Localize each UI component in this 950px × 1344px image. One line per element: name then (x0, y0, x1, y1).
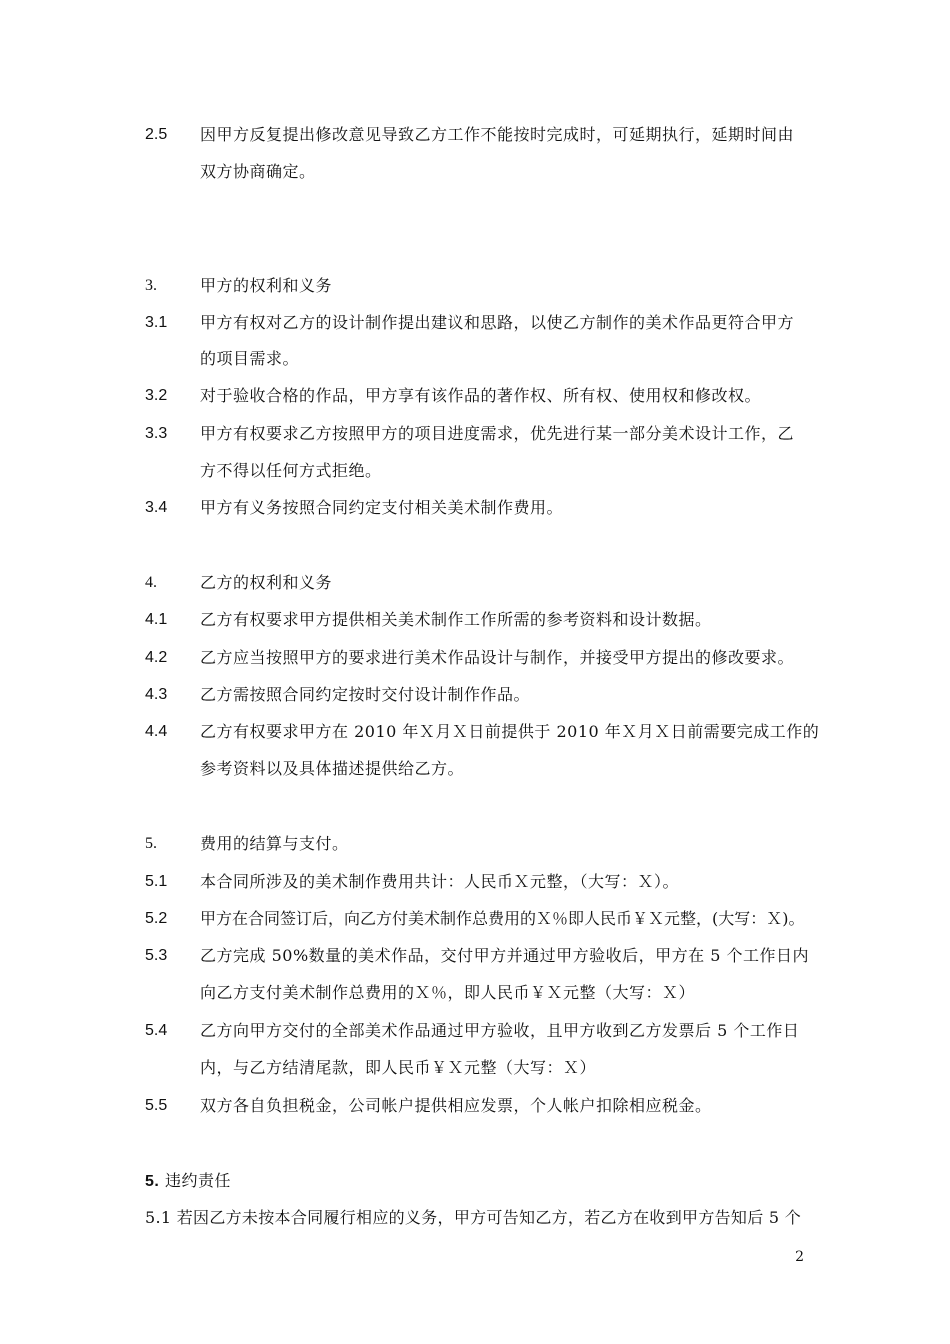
clause-text: 乙方有权要求甲方提供相关美术制作工作所需的参考资料和设计数据。 (200, 610, 712, 629)
clause-text: 本合同所涉及的美术制作费用共计：人民币Ｘ元整，（大写：Ｘ）。 (200, 872, 680, 891)
clause-text: 向乙方支付美术制作总费用的Ｘ％，即人民币￥Ｘ元整（大写：Ｘ） (200, 983, 696, 1002)
clause-number: 2.5 (145, 126, 168, 143)
clause-number: 5.1 (145, 873, 168, 890)
clause-text: 乙方应当按照甲方的要求进行美术作品设计与制作，并接受甲方提出的修改要求。 (200, 648, 795, 667)
clause-text: 甲方有权对乙方的设计制作提出建议和思路，以使乙方制作的美术作品更符合甲方 (200, 313, 795, 332)
section-title: 违约责任 (164, 1171, 231, 1190)
clause-number: 5.3 (145, 947, 168, 964)
clause-text: 对于验收合格的作品，甲方享有该作品的著作权、所有权、使用权和修改权。 (200, 386, 762, 405)
clause-text: 的项目需求。 (200, 349, 300, 368)
clause-text: 双方协商确定。 (200, 162, 316, 181)
clause-text: 乙方需按照合同约定按时交付设计制作作品。 (200, 685, 531, 704)
clause-text: 5.1 若因乙方未按本合同履行相应的义务，甲方可告知乙方，若乙方在收到甲方告知后 5 个 (145, 1208, 802, 1227)
clause-text: 参考资料以及具体描述提供给乙方。 (200, 759, 465, 778)
clause-number: 4.4 (145, 723, 168, 740)
section-number: 3. (145, 277, 157, 294)
section-title: 乙方的权利和义务 (200, 573, 333, 592)
clause-number: 4.3 (145, 686, 168, 703)
clause-text: 甲方有义务按照合同约定支付相关美术制作费用。 (200, 498, 564, 517)
clause-number: 4.2 (145, 649, 168, 666)
clause-number: 3.1 (145, 314, 168, 331)
clause-number: 5.5 (145, 1097, 168, 1114)
clause-text: 内，与乙方结清尾款，即人民币￥Ｘ元整（大写：Ｘ） (200, 1058, 597, 1077)
clause-number: 3.4 (145, 499, 168, 516)
section-number: 4. (145, 574, 157, 591)
clause-number: 3.2 (145, 387, 168, 404)
clause-text: 双方各自负担税金，公司帐户提供相应发票，个人帐户扣除相应税金。 (200, 1096, 712, 1115)
clause-text: 甲方在合同签订后，向乙方付美术制作总费用的Ｘ％即人民币￥Ｘ元整，(大写：Ｘ)。 (200, 909, 805, 928)
clause-number: 4.1 (145, 611, 168, 628)
section-number: 5. (145, 835, 157, 852)
page-number: 2 (795, 1249, 804, 1265)
section-title: 甲方的权利和义务 (200, 276, 333, 295)
clause-text: 因甲方反复提出修改意见导致乙方工作不能按时完成时，可延期执行，延期时间由 (200, 125, 795, 144)
section-title: 费用的结算与支付。 (200, 834, 349, 853)
clause-text: 乙方有权要求甲方在 2010 年Ｘ月Ｘ日前提供于 2010 年Ｘ月Ｘ日前需要完成工作的 (200, 722, 820, 741)
clause-text: 甲方有权要求乙方按照甲方的项目进度需求，优先进行某一部分美术设计工作，乙 (200, 424, 795, 443)
clause-number: 5.4 (145, 1022, 168, 1039)
section-number: 5. (145, 1173, 160, 1190)
clause-text: 乙方完成 50%数量的美术作品，交付甲方并通过甲方验收后，甲方在 5 个工作日内 (200, 946, 810, 965)
clause-number: 3.3 (145, 425, 168, 442)
clause-text: 乙方向甲方交付的全部美术作品通过甲方验收，且甲方收到乙方发票后 5 个工作日 (200, 1021, 800, 1040)
clause-number: 5.2 (145, 910, 168, 927)
clause-text: 方不得以任何方式拒绝。 (200, 461, 382, 480)
